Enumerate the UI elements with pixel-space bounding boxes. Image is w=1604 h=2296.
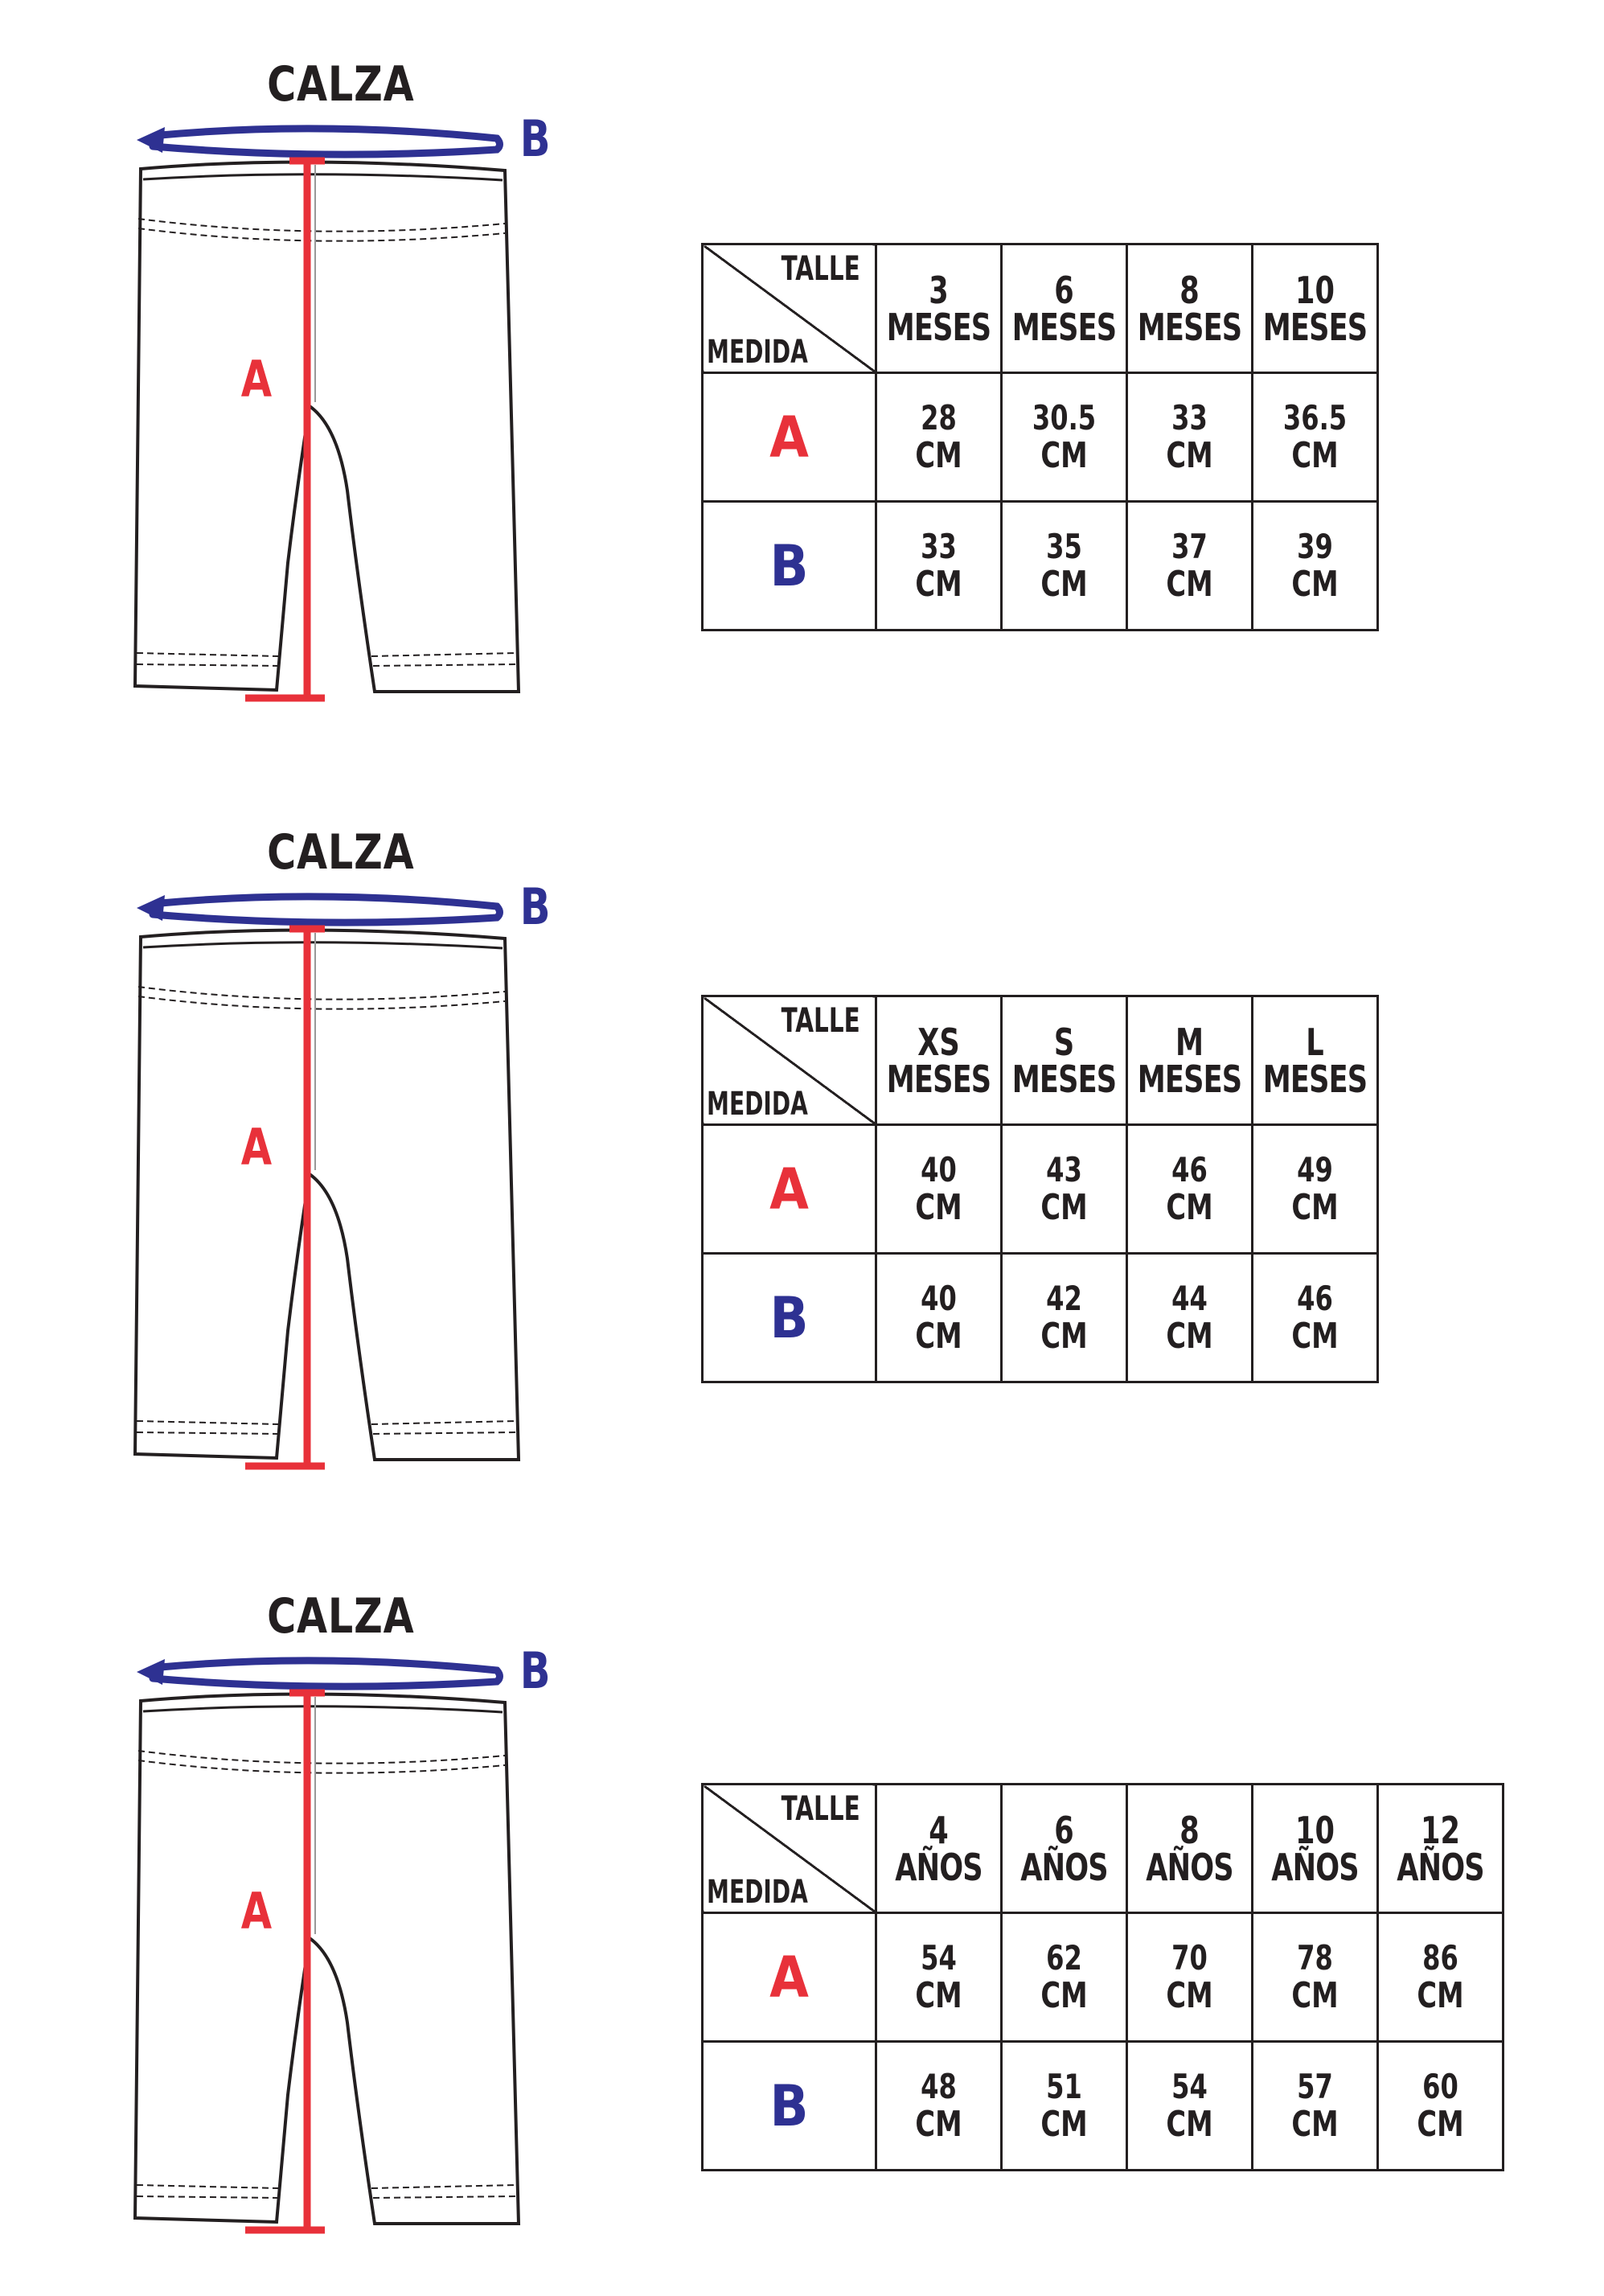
measure-cell [1002,1125,1127,1254]
medida-label: MEDIDA [707,1086,808,1123]
measure-cell [1378,1913,1503,2042]
measure-value: 46 [1297,1278,1333,1318]
measure-cell [876,373,1002,502]
size-unit: AÑOS [895,1845,983,1889]
measure-unit: CM [915,434,962,476]
measure-b-label: B [519,1641,551,1700]
measure-unit: CM [1291,1315,1339,1357]
measure-cell [1002,502,1127,630]
size-section-1 [0,0,1604,764]
measure-value: 62 [1046,1937,1082,1978]
talle-label: TALLE [781,1789,860,1828]
measure-unit: CM [1040,563,1088,605]
measure-unit: CM [1291,1186,1339,1228]
measure-unit: CM [1040,1974,1088,2016]
measure-cell [876,502,1002,630]
size-unit: MESES [886,1057,991,1101]
talle-label: TALLE [781,1000,860,1040]
size-number: 6 [1054,268,1074,312]
table-row [703,1254,1378,1382]
measure-cell [1002,1913,1127,2042]
size-table [701,243,1379,631]
measure-cell [1253,1125,1378,1254]
size-unit: AÑOS [1397,1845,1484,1889]
row-label-a: A [703,373,876,502]
measure-value: 43 [1046,1149,1082,1189]
row-label-b: B [703,1254,876,1382]
size-number: 12 [1421,1808,1460,1852]
measure-value: 44 [1171,1278,1208,1318]
measure-value: 51 [1046,2066,1082,2106]
table-corner [703,244,876,373]
size-header [876,1785,1002,1913]
medida-label: MEDIDA [707,1874,808,1911]
measure-cell [1127,373,1253,502]
measure-value: 78 [1297,1937,1333,1978]
size-header [876,244,1002,373]
measure-cell [1253,2042,1378,2171]
size-unit: MESES [1011,305,1117,349]
measure-unit: CM [1040,2103,1088,2145]
size-number: 8 [1179,1808,1200,1852]
measure-value: 70 [1171,1937,1208,1978]
size-number: 8 [1179,268,1200,312]
measure-cell [1002,2042,1127,2171]
measure-unit: CM [1166,563,1213,605]
measure-cell [1127,1125,1253,1254]
measure-cell [876,2042,1002,2171]
measure-value: 42 [1046,1278,1082,1318]
size-header [1127,1785,1253,1913]
size-number: 10 [1295,268,1335,312]
size-number: XS [917,1020,960,1064]
measure-cell [1378,2042,1503,2171]
measure-unit: CM [915,1315,962,1357]
row-label-b: B [703,2042,876,2171]
measure-cell [1253,1913,1378,2042]
measure-a-label: A [240,350,273,409]
table-row [703,1913,1503,2042]
measure-value: 35 [1046,526,1082,566]
measure-value: 37 [1171,526,1208,566]
measure-value: 39 [1297,526,1333,566]
measure-cell [1127,1254,1253,1382]
measure-cell [876,1125,1002,1254]
measure-cell [1253,502,1378,630]
measure-unit: CM [915,2103,962,2145]
size-unit: AÑOS [1020,1845,1108,1889]
measure-value: 46 [1171,1149,1208,1189]
measure-value: 28 [921,397,957,437]
size-section-3 [0,1532,1604,2296]
garment-title: CALZA [267,56,415,113]
measure-value: 40 [921,1149,957,1189]
measure-unit: CM [915,1186,962,1228]
garment-title: CALZA [267,1588,415,1645]
measure-b-label: B [519,109,551,168]
size-header [1002,1785,1127,1913]
table-row [703,2042,1503,2171]
measure-cell [876,1254,1002,1382]
measure-cell [1127,2042,1253,2171]
size-number: 3 [929,268,949,312]
size-unit: MESES [1137,305,1242,349]
size-header [1127,996,1253,1125]
measure-unit: CM [1291,2103,1339,2145]
measure-unit: CM [1291,563,1339,605]
table-row [703,502,1378,630]
measure-unit: CM [1040,1315,1088,1357]
size-header [1378,1785,1503,1913]
measure-cell [1127,1913,1253,2042]
leggings-diagram [0,768,611,1524]
measure-value: 49 [1297,1149,1333,1189]
measure-value: 30.5 [1032,397,1097,437]
measure-cell [1253,1254,1378,1382]
garment-title: CALZA [267,824,415,881]
table-row [703,373,1378,502]
measure-a-label: A [240,1882,273,1941]
measure-unit: CM [1166,1186,1213,1228]
measure-b-label: B [519,877,551,936]
size-header [1002,996,1127,1125]
row-label-b: B [703,502,876,630]
measure-unit: CM [1166,2103,1213,2145]
measure-value: 33 [921,526,957,566]
size-header [1253,1785,1378,1913]
measure-cell [1253,373,1378,502]
size-header [1253,996,1378,1125]
size-number: L [1306,1020,1324,1064]
measure-unit: CM [1166,1315,1213,1357]
size-number: 10 [1295,1808,1335,1852]
measure-value: 54 [921,1937,957,1978]
size-header [1127,244,1253,373]
size-number: 6 [1054,1808,1074,1852]
measure-value: 33 [1171,397,1208,437]
measure-value: 36.5 [1282,397,1348,437]
size-unit: MESES [1262,1057,1368,1101]
medida-label: MEDIDA [707,334,808,371]
size-number: 4 [929,1808,949,1852]
size-header [1002,244,1127,373]
measure-unit: CM [1417,1974,1464,2016]
measure-cell [876,1913,1002,2042]
table-row [703,1125,1378,1254]
size-section-2 [0,768,1604,1532]
size-unit: AÑOS [1271,1845,1359,1889]
measure-value: 54 [1171,2066,1208,2106]
measure-unit: CM [915,563,962,605]
measure-unit: CM [1291,1974,1339,2016]
measure-unit: CM [1040,434,1088,476]
talle-label: TALLE [781,248,860,288]
leggings-diagram [0,1532,611,2288]
size-table [701,1783,1504,2171]
size-unit: MESES [1011,1057,1117,1101]
table-corner [703,996,876,1125]
measure-value: 57 [1297,2066,1333,2106]
measure-cell [1002,373,1127,502]
size-unit: MESES [1262,305,1368,349]
leggings-diagram [0,0,611,756]
size-table [701,995,1379,1383]
size-header [1253,244,1378,373]
size-number: M [1175,1020,1204,1064]
measure-cell [1127,502,1253,630]
measure-cell [1002,1254,1127,1382]
row-label-a: A [703,1913,876,2042]
measure-value: 86 [1422,1937,1458,1978]
size-unit: MESES [1137,1057,1242,1101]
measure-unit: CM [915,1974,962,2016]
measure-value: 40 [921,1278,957,1318]
table-corner [703,1785,876,1913]
measure-unit: CM [1166,434,1213,476]
measure-unit: CM [1291,434,1339,476]
size-unit: AÑOS [1146,1845,1233,1889]
measure-unit: CM [1417,2103,1464,2145]
measure-value: 48 [921,2066,957,2106]
size-unit: MESES [886,305,991,349]
size-header [876,996,1002,1125]
measure-a-label: A [240,1118,273,1177]
row-label-a: A [703,1125,876,1254]
measure-value: 60 [1422,2066,1458,2106]
measure-unit: CM [1166,1974,1213,2016]
size-number: S [1053,1020,1075,1064]
measure-unit: CM [1040,1186,1088,1228]
